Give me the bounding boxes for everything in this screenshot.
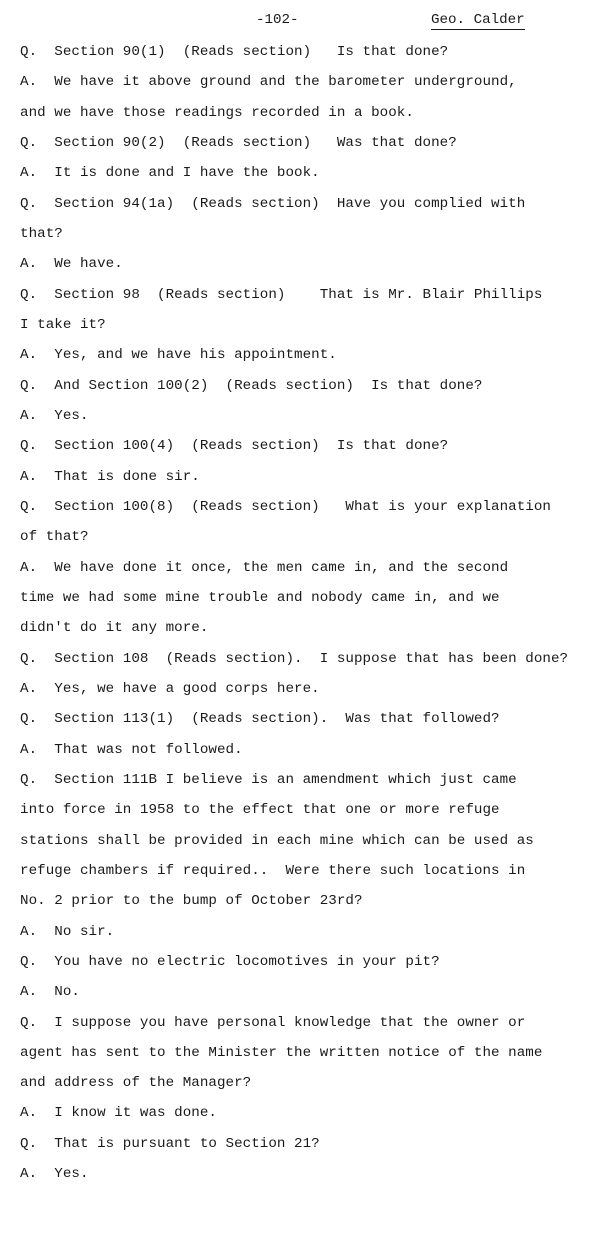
transcript-line: stations shall be provided in each mine which can be used as <box>20 832 534 849</box>
transcript-line: Q. Section 90(1) (Reads section) Is that done? <box>20 44 449 60</box>
transcript-line: A. We have done it once, the men came in, and the second <box>20 559 509 576</box>
transcript-line: A. No. <box>20 984 80 1001</box>
transcript-line: A. I know it was done. <box>20 1105 217 1122</box>
transcript-line: that? <box>20 225 63 242</box>
page-header <box>0 12 610 34</box>
transcript-line: Q. Section 100(4) (Reads section) Is that done? <box>20 438 449 455</box>
transcript-line: Q. Section 90(2) (Reads section) Was that done? <box>20 134 457 151</box>
transcript-line: into force in 1958 to the effect that one or more refuge <box>20 802 500 819</box>
transcript-line: Q. And Section 100(2) (Reads section) Is that done? <box>20 377 483 394</box>
transcript-line: refuge chambers if required.. Were there such locations in <box>20 862 526 879</box>
transcript-line: and address of the Manager? <box>20 1075 252 1092</box>
transcript-line: Q. Section 94(1a) (Reads section) Have you complied with <box>20 195 526 212</box>
transcript-line: A. That was not followed. <box>20 741 243 758</box>
transcript-body <box>20 41 610 1193</box>
transcript-line: time we had some mine trouble and nobody came in, and we <box>20 589 500 606</box>
transcript-line: agent has sent to the Minister the written notice of the name <box>20 1044 543 1061</box>
transcript-line: Q. Section 100(8) (Reads section) What is your explanation <box>20 498 551 515</box>
transcript-line: Q. Section 111B I believe is an amendment which just came <box>20 771 517 788</box>
transcript-line: A. It is done and I have the book. <box>20 165 320 182</box>
transcript-line: A. Yes, we have a good corps here. <box>20 680 320 697</box>
transcript-line: A. That is done sir. <box>20 468 200 485</box>
transcript-line: A. We have. <box>20 256 123 273</box>
transcript-line: I take it? <box>20 316 106 333</box>
transcript-line: Q. Section 113(1) (Reads section). Was that followed? <box>20 711 500 728</box>
transcript-line: Q. Section 108 (Reads section). I suppose that has been done? <box>20 650 569 667</box>
transcript-line: and we have those readings recorded in a book. <box>20 104 414 121</box>
transcript-line: A. Yes, and we have his appointment. <box>20 347 337 364</box>
transcript-line: of that? <box>20 529 89 546</box>
transcript-line: A. No sir. <box>20 923 115 940</box>
witness-name: Geo. Calder <box>431 12 525 28</box>
transcript-line: A. Yes. <box>20 407 89 424</box>
transcript-line: Q. I suppose you have personal knowledge that the owner or <box>20 1014 526 1031</box>
page-number: -102- <box>256 12 299 28</box>
transcript-line: Q. Section 98 (Reads section) That is Mr. Blair Phillips <box>20 286 543 303</box>
transcript-line: didn't do it any more. <box>20 620 209 637</box>
transcript-line: Q. That is pursuant to Section 21? <box>20 1135 320 1152</box>
transcript-line: Q. You have no electric locomotives in your pit? <box>20 953 440 970</box>
transcript-line: No. 2 prior to the bump of October 23rd? <box>20 893 363 910</box>
transcript-line: A. Yes. <box>20 1166 89 1183</box>
transcript-line: A. We have it above ground and the barometer underground, <box>20 74 517 91</box>
